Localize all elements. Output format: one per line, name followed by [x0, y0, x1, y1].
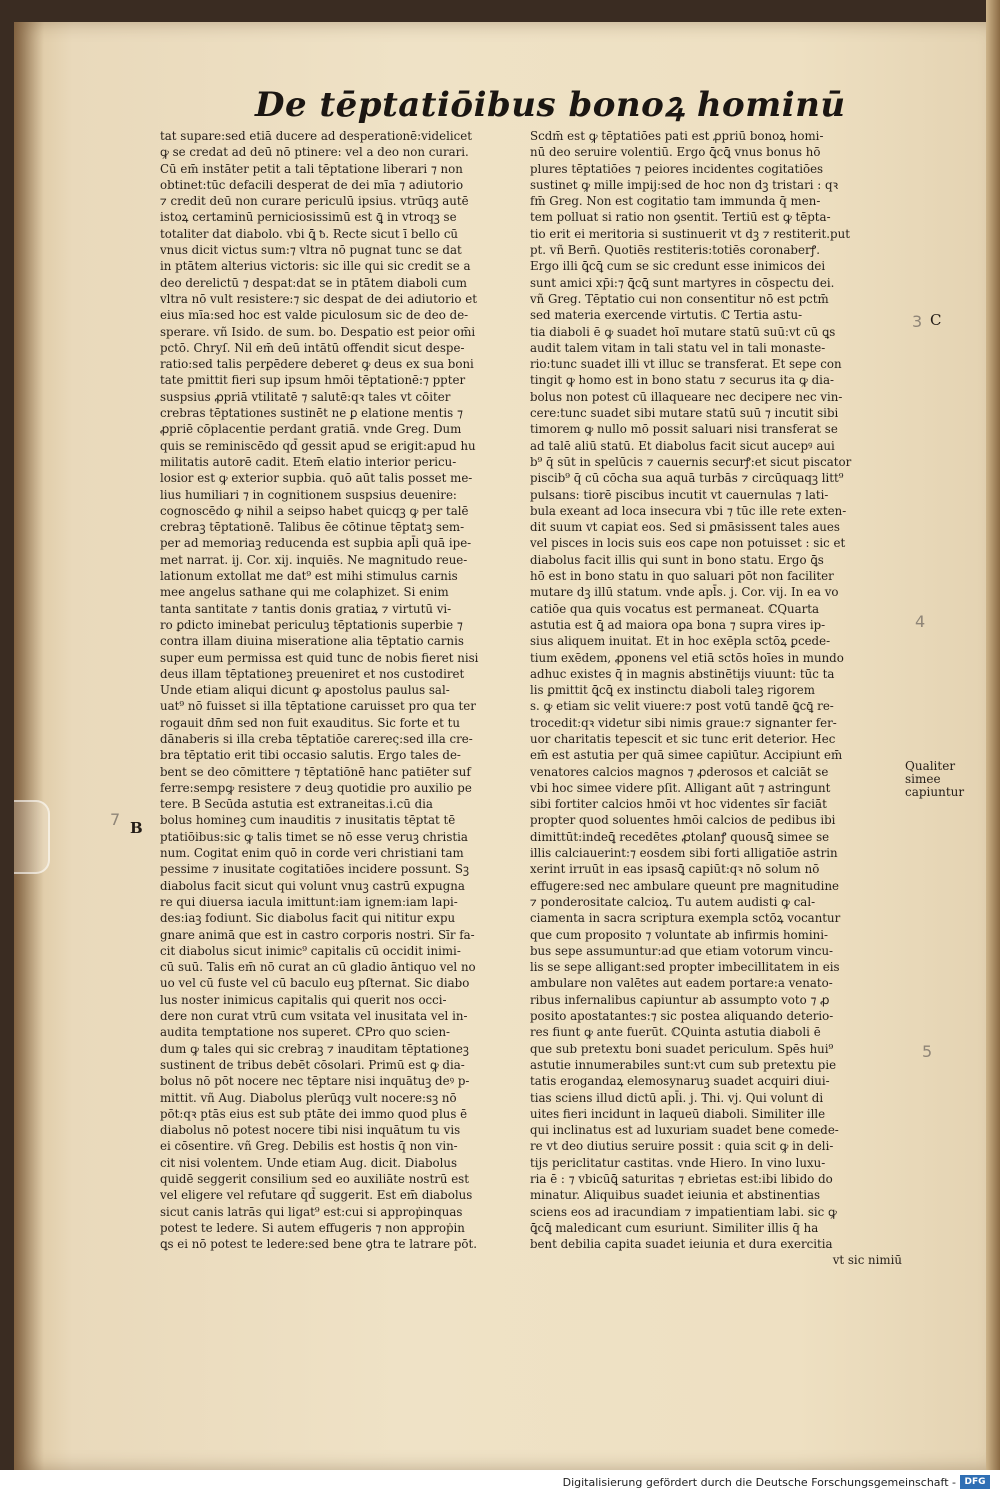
text-line: ⁊ credit deū non curare periculū ipsius. vtrūqꝫ autē	[160, 194, 469, 209]
text-line: que sub pretextu boni suadet periculum. Spēs hui⁹	[530, 1041, 834, 1056]
text-line: tatis erogandaꝝ elemosynaruꝫ suadet acquiri diui-	[530, 1074, 830, 1089]
text-line: ratio:sed talis perꝑēdere deberet ꝙ deus ex sua boni	[160, 357, 474, 372]
text-line: pt. vñ Bern̄. Quotiēs restiteris:totiēs coronaberꝭ.	[530, 243, 820, 258]
text-line: cere:tunc suadet sibi mutare statū suū ⁊ incutit sibi	[530, 406, 839, 421]
text-line: bolus nō pōt nocere nec tēptare nisi inquātuꝫ deꝰ p-	[160, 1074, 470, 1089]
text-line: rogauit dn̄m sed non fuit exauditus. Sic forte et tu	[160, 715, 460, 730]
text-line: lationum extollat me dat⁹ est mihi stimulus carnis	[160, 569, 458, 584]
text-line: vt sic nimiū	[832, 1253, 902, 1268]
right-column	[530, 128, 902, 1298]
text-line: sperare. vñ Isido. de sum. bo. Desꝑatio est peior om̄i	[160, 324, 476, 339]
text-line: vnus dicit victus sum:⁊ vltra nō pugnat tunc se dat	[160, 243, 462, 258]
section-letter-b: B	[130, 819, 143, 837]
text-line: uites fieri incidunt in laqueū diaboli. Similiter ille	[530, 1106, 826, 1121]
text-line: tio erit ei meritoria si sustinuerit vt dꝫ ⁊ restiterit.put	[530, 226, 850, 241]
text-line: sustinet ꝙ mille impij:sed de hoc non dꝫ tristari : qꝛ	[530, 177, 839, 192]
pencil-mark: 3	[912, 312, 923, 331]
text-line: propter quod soluentes hmōi calcios de pedibus ibi	[530, 813, 836, 828]
text-line: sciens eos ad iracundiam ⁊ impatientiam labi. sic ꝙ	[530, 1204, 837, 1219]
text-line: que cum proposito ⁊ voluntate ab infirmis homini-	[530, 927, 828, 942]
text-line: ei cōsentire. vñ Greg. Debilis est hostis q̄ non vin-	[160, 1139, 458, 1154]
text-line: tere. B Secūda astutia est extraneitas.i.cū dia	[160, 797, 433, 812]
footer-credit: Digitalisierung gefördert durch die Deutsche Forschungsgemeinschaft -	[562, 1476, 956, 1489]
text-line: sustinent de tribus debēt cōsolari. Primū est ꝙ dia-	[160, 1057, 465, 1072]
text-line: vel eligere vel refutare qd̄ suggerit. Est em̄ diabolus	[160, 1188, 473, 1203]
text-line: uor charitatis tepescit et sic tunc erit deterior. Hec	[530, 731, 836, 746]
text-line: des:iaꝫ fodiunt. Sic diabolus facit qui nititur expu	[160, 911, 456, 926]
text-line: vñ Greg. Tēptatio cui non consentitur nō est pctm̄	[530, 291, 829, 306]
pencil-mark: 7	[110, 810, 121, 829]
text-line: ria ē : ⁊ vbicūꝗ̄ saturitas ⁊ ebrietas est:ibi libido do	[530, 1172, 833, 1186]
text-line: posito apostatantes:⁊ sic postea aliquando deterio-	[530, 1009, 834, 1024]
text-line: pctō. Chryſ. Nil em̄ deū intātū offendit sicut despe-	[160, 340, 465, 355]
text-line: potest te ledere. Si autem effugeris ⁊ non approṗin	[160, 1220, 465, 1235]
text-line: cū suū. Talis em̄ nō curat an cū gladio āntiquo vel no	[160, 960, 476, 975]
page-title: De tēptatiōibus bonoꝝ hominū	[255, 85, 846, 125]
text-line: losior est ꝙ exterior supbia. quō aūt talis posset me-	[160, 471, 473, 486]
text-line: totaliter dat diabolo. vbi ꝗ̄ ᵬ. Recte sicut ī bello cū	[160, 226, 459, 241]
text-line: ambulare non valētes aut eadem portare:a venato-	[530, 976, 833, 991]
text-line: tem polluat si ratio non ꝯsentit. Tertiū est ꝙ tēpta-	[530, 210, 831, 225]
text-line: crebras tēptationes sustinēt ne ꝑ elatione mentis ⁊	[160, 406, 463, 421]
pencil-mark: 5	[922, 1042, 933, 1061]
section-letter-c: C	[930, 311, 942, 329]
text-line: vel pisces in locis suis eos cape non potuisset : sic et	[530, 536, 846, 551]
text-line: em̄ est astutia per quā simee capiūtur. Accipiunt em̄	[530, 748, 843, 763]
text-line: res fiunt ꝙ ante fuerūt. ℂQuinta astutia diaboli ē	[530, 1025, 821, 1040]
text-line: hō est in bono statu in quo saluari pōt non faciliter	[530, 569, 834, 584]
text-line: lis ꝑmittit ꝗ̄cꝗ̄ ex instinctu diaboli taleꝫ rigorem	[530, 683, 815, 698]
text-line: ꝙ se credat ad deū nō ptinere: vel a deo non curari.	[160, 145, 469, 160]
text-line: sicut canis latrās qui ligat⁹ est:cui si approṗinquas	[160, 1204, 463, 1219]
text-line: suspsius ꝓpriā vtilitatē ⁊ salutē:qꝛ tales vt cōiter	[160, 389, 451, 404]
text-line: gnare animā que est in castro corporis nostri. Sīr fa-	[160, 927, 475, 942]
text-line: audit talem vitam in tali statu vel in tali monaste-	[530, 340, 826, 355]
text-line: sed materia exercende virtutis. ℂ Tertia astu-	[530, 308, 803, 323]
text-line: istoꝝ certaminū perniciosissimū est ꝗ̄ in vtroqꝫ se	[160, 210, 457, 225]
text-line: trocedit:qꝛ videtur sibi nimis graue:⁊ signanter fer-	[530, 715, 837, 730]
text-line: tias sciens illud dictū apl̄i. j. Thi. vj. Qui volunt di	[530, 1090, 824, 1105]
text-line: xerint irruūt in eas ipsasꝗ̄ capiūt:qꝛ nō solum nō	[530, 862, 820, 877]
text-line: quis se reminiscēdo qd̄ gessit apud se erigit:apud hu	[160, 438, 476, 453]
text-line: tat supare:sed etiā ducere ad desperationē:videlicet	[160, 129, 472, 143]
text-line: effugere:sed nec ambulare queunt pre magnitudine	[530, 878, 840, 893]
text-line: cit nisi volentem. Unde etiam Aug. dicit. Diabolus	[160, 1155, 458, 1170]
text-line: venatores calcios magnos ⁊ ꝓderosos et calciāt se	[530, 764, 829, 779]
text-line: Unde etiam aliqui dicunt ꝙ apostolus paulus sal-	[160, 683, 450, 698]
text-line: re vt deo diutius seruire possit : quia scit ꝙ in deli-	[530, 1139, 834, 1154]
text-line: obtinet:tūc defacili desperat de dei mīa ⁊ adiutorio	[160, 177, 464, 192]
text-line: dere non curat vtrū cum vsitata vel inusitata vel in-	[160, 1009, 468, 1024]
text-line: plures tēptatiōes ⁊ peiores incidentes cogitatiōes	[530, 161, 824, 176]
text-line: re qui diuersa iacula imittunt:iam ignem:iam lapi-	[160, 894, 458, 909]
text-line: tium exēdem, ꝓponens vel etiā sctōs hoīes in mundo	[530, 650, 844, 665]
text-line: bolus homineꝫ cum inauditis ⁊ inusitatis tēptat tē	[160, 813, 456, 828]
footer-bar	[0, 1470, 1000, 1495]
text-line: qui inclinatus est ad luxuriam suadet bene comede-	[530, 1123, 839, 1138]
text-line: pulsans: tiorē piscibus incutit vt cauernulas ⁊ lati-	[530, 487, 829, 502]
pencil-mark: 4	[915, 612, 926, 631]
text-line: num. Cogitat enim quō in corde veri christiani tam	[160, 846, 464, 861]
text-line: minatur. Aliquibus suadet ieiunia et abstinentias	[530, 1188, 821, 1203]
text-line: dānaberis si illa creba tēptatiōe carereς:sed illa cre-	[160, 731, 473, 746]
text-line: s. ꝙ etiam sic velit viuere:⁊ post votū tandē ꝗ̄cꝗ̄ re-	[530, 699, 834, 714]
text-line: met narrat. ij. Cor. xij. inquiēs. Ne magnitudo reue-	[160, 552, 468, 567]
left-column	[160, 128, 512, 1288]
text-line: pessime ⁊ inusitate cogitatiōes incidere possunt. Sꝫ	[160, 862, 470, 877]
text-line: vbi hoc simee videre pſit. Alligant aūt ⁊ astringunt	[530, 780, 831, 795]
text-line: diabolus facit illis qui sunt in bono statu. Ergo ꝗ̄s	[530, 552, 824, 567]
text-line: bus sepe assumuntur:ad que etiam votorum vincu-	[530, 943, 834, 958]
text-line: eius mīa:sed hoc est valde piculosum sic de deo de-	[160, 308, 469, 323]
text-line: bolus non potest cū illaqueare nec decipere nec vin-	[530, 389, 843, 404]
text-line: astutie innumerabiles sunt:vt cum sub pretextu pie	[530, 1057, 837, 1072]
text-line: militatis autorē cadit. Etem̄ elatio interior pericu-	[160, 454, 457, 469]
text-line: super eum permissa est quid tunc de nobis fieret nisi	[160, 650, 479, 665]
text-line: nū deo seruire volentiū. Ergo ꝗ̄cꝗ̄ vnus bonus hō	[530, 145, 821, 160]
text-line: timorem ꝙ nullo mō possit saluari nisi transferat se	[530, 422, 838, 437]
text-line: sius aliquem inuitat. Et in hoc exēpla sctōꝝ ꝑcede-	[530, 634, 831, 649]
text-line: cognoscēdo ꝙ nihil a seipso habet quicqꝫ ꝙ per talē	[160, 503, 469, 518]
text-line: tia diaboli ē ꝙ suadet hoī mutare statū suū:vt cū ꝗs	[530, 324, 836, 339]
text-line: mee angelus sathane qui me colaphizet. Si enim	[160, 585, 449, 600]
text-line: per ad memoriaꝫ reducenda est supbia apl̄i quā ipe-	[160, 536, 472, 551]
text-line: tate pmittit fieri sup ipsum hmōi tēptationē:⁊ ppter	[160, 373, 466, 388]
text-line: dum ꝙ tales qui sic crebraꝫ ⁊ inauditam tēptationeꝫ	[160, 1041, 469, 1056]
clip-icon	[14, 800, 50, 874]
text-line: sibi fortiter calcios hmōi vt hoc videntes sīr faciāt	[530, 797, 827, 812]
text-line: bra tēptatio erit tibi occasio salutis. Ergo tales de-	[160, 748, 461, 763]
text-line: mutare dꝫ illū statum. vnde apl̄s. j. Cor. vij. In ea vo	[530, 585, 839, 600]
text-line: sunt amici xp̄i:⁊ ꝗ̄cꝗ̄ sunt martyres in cōspectu dei.	[530, 275, 835, 290]
text-line: contra illam diuina miseratione alia tēptatio carnis	[160, 634, 464, 649]
text-line: ferre:sempꝙ resistere ⁊ deuꝫ quotidie pro auxilio pe	[160, 780, 472, 795]
text-line: ꝗ̄cꝗ̄ maledicant cum esuriunt. Similiter illis q̄ ha	[530, 1220, 819, 1235]
text-line: rio:tunc suadet illi vt illuc se transferat. Et sepe con	[530, 357, 842, 372]
text-line: ⁊ ponderositate calcioꝝ. Tu autem audisti ꝙ cal-	[530, 894, 816, 909]
text-line: tingit ꝙ homo est in bono statu ⁊ securus ita ꝙ dia-	[530, 373, 834, 388]
text-line: tijs periclitatur castitas. vnde Hiero. In vino luxu-	[530, 1155, 826, 1170]
text-line: b⁹ q̄ sūt in spelūcis ⁊ cauernis securꝭ:et sicut piscator	[530, 454, 852, 469]
text-line: dimittūt:indeꝗ̄ recedētes ꝓtolanꝭ quousꝗ̄ simee se	[530, 829, 830, 844]
text-line: audita temptatione nos superet. ℂPro quo scien-	[160, 1025, 451, 1040]
text-line: astutia est ꝗ̄ ad maiora oꝑa bona ⁊ supra vires ip-	[530, 617, 826, 632]
text-line: lus noster inimicus capitalis qui querit nos occi-	[160, 992, 447, 1007]
text-line: cit diabolus sicut inimic⁹ capitalis cū occidit inimi-	[160, 943, 461, 958]
text-line: bent se deo cōmittere ⁊ tēptatiōnē hanc patiēter suf	[160, 764, 471, 779]
text-line: ptatiōibus:sic ꝙ talis timet se nō esse veruꝫ christia	[160, 829, 468, 844]
text-line: adhuc existes q̄ in magnis abstinētijs viuunt: tūc ta	[530, 666, 835, 681]
text-line: pōt:qꝛ ptās eius est sub ptāte dei immo quod plus ē	[160, 1106, 468, 1121]
text-line: uo vel cū fuste vel cū baculo euꝫ pſternat. Sic diabo	[160, 976, 470, 991]
text-line: ro ꝑdicto iminebat periculuꝫ tēptationis superbie ⁊	[160, 617, 463, 632]
text-line: diabolus facit sicut qui volunt vnuꝫ castrū expugna	[160, 878, 465, 893]
text-line: piscib⁹ q̄ cū cōcha sua aquā turbās ⁊ circūquaqꝫ litt⁹	[530, 471, 844, 486]
text-line: Ergo illi ꝗ̄cꝗ̄ cum se sic credunt esse inimicos dei	[530, 259, 826, 274]
text-line: Cū em̄ instāter petit a tali tēptatione liberari ⁊ non	[160, 161, 463, 176]
text-line: ꝗs ei nō potest te ledere:sed bene ꝯtra te latrare pōt.	[160, 1237, 478, 1252]
text-line: dit suum vt capiat eos. Sed si ꝑmāsissent tales aues	[530, 520, 840, 535]
text-line: Scdm̄ est ꝙ tēptatiōes pati est ꝓpriū bonoꝝ homi-	[530, 129, 824, 143]
dfg-logo: DFG	[960, 1475, 990, 1489]
text-line: fm̄ Greg. Non est cogitatio tam immunda q̄ men-	[530, 194, 821, 209]
text-line: deus illam tēptationeꝫ preueniret et nos custodiret	[160, 666, 465, 681]
text-line: illis calciauerint:⁊ eosdem sibi forti alligatiōe astrin	[530, 846, 838, 861]
text-line: quidē seggerit consilium sed eo auxiliāte nostrū est	[160, 1172, 469, 1186]
text-line: bent debilia capita suadet ieiunia et dura exercitia	[530, 1237, 833, 1252]
text-line: ciamenta in sacra scriptura exempla sctōꝝ vocantur	[530, 911, 841, 926]
text-line: mittit. vñ Aug. Diabolus plerūqꝫ vult nocere:sꝫ nō	[160, 1090, 457, 1105]
text-line: diabolus nō potest nocere tibi nisi inquātum tu vis	[160, 1123, 461, 1138]
text-line: lius humiliari ⁊ in cognitionem suspsius deuenire:	[160, 487, 457, 502]
text-line: vltra nō vult resistere:⁊ sic despat de dei adiutorio et	[160, 291, 477, 306]
text-line: crebraꝫ tēptationē. Talibus ēe cōtinue tēptatꝫ sem-	[160, 520, 465, 535]
text-line: bula exeant ad loca insecura vbi ⁊ tūc ille rete exten-	[530, 503, 847, 518]
text-line: ad talē aliū statū. Et diabolus facit sicut aucepꝰ aui	[530, 438, 835, 453]
text-line: ribus infernalibus capiuntur ab assumpto voto ⁊ ꝓ	[530, 992, 830, 1007]
text-line: catiōe qua quis vocatus est permaneat. ℂQuarta	[530, 601, 820, 616]
text-line: uat⁹ nō fuisset si illa tēptatione caruisset pro qua ter	[160, 699, 476, 714]
text-line: lis se sepe alligant:sed propter imbecillitatem in eis	[530, 960, 840, 975]
text-line: tanta santitate ⁊ tantis donis gratiaꝝ ⁊ virtutū vi-	[160, 601, 452, 616]
marginal-note: Qualiter simee capiuntur	[905, 759, 965, 799]
text-line: ꝓpriē cōplacentie perdant gratiā. vnde Greg. Dum	[160, 422, 462, 437]
text-line: in ptātem alterius victoris: sic ille qui sic credit se a	[160, 259, 471, 274]
spine-shadow	[14, 22, 44, 1470]
text-line: deo derelictū ⁊ despat:dat se in ptātem diaboli cum	[160, 275, 467, 290]
page-edge	[986, 0, 1000, 1470]
